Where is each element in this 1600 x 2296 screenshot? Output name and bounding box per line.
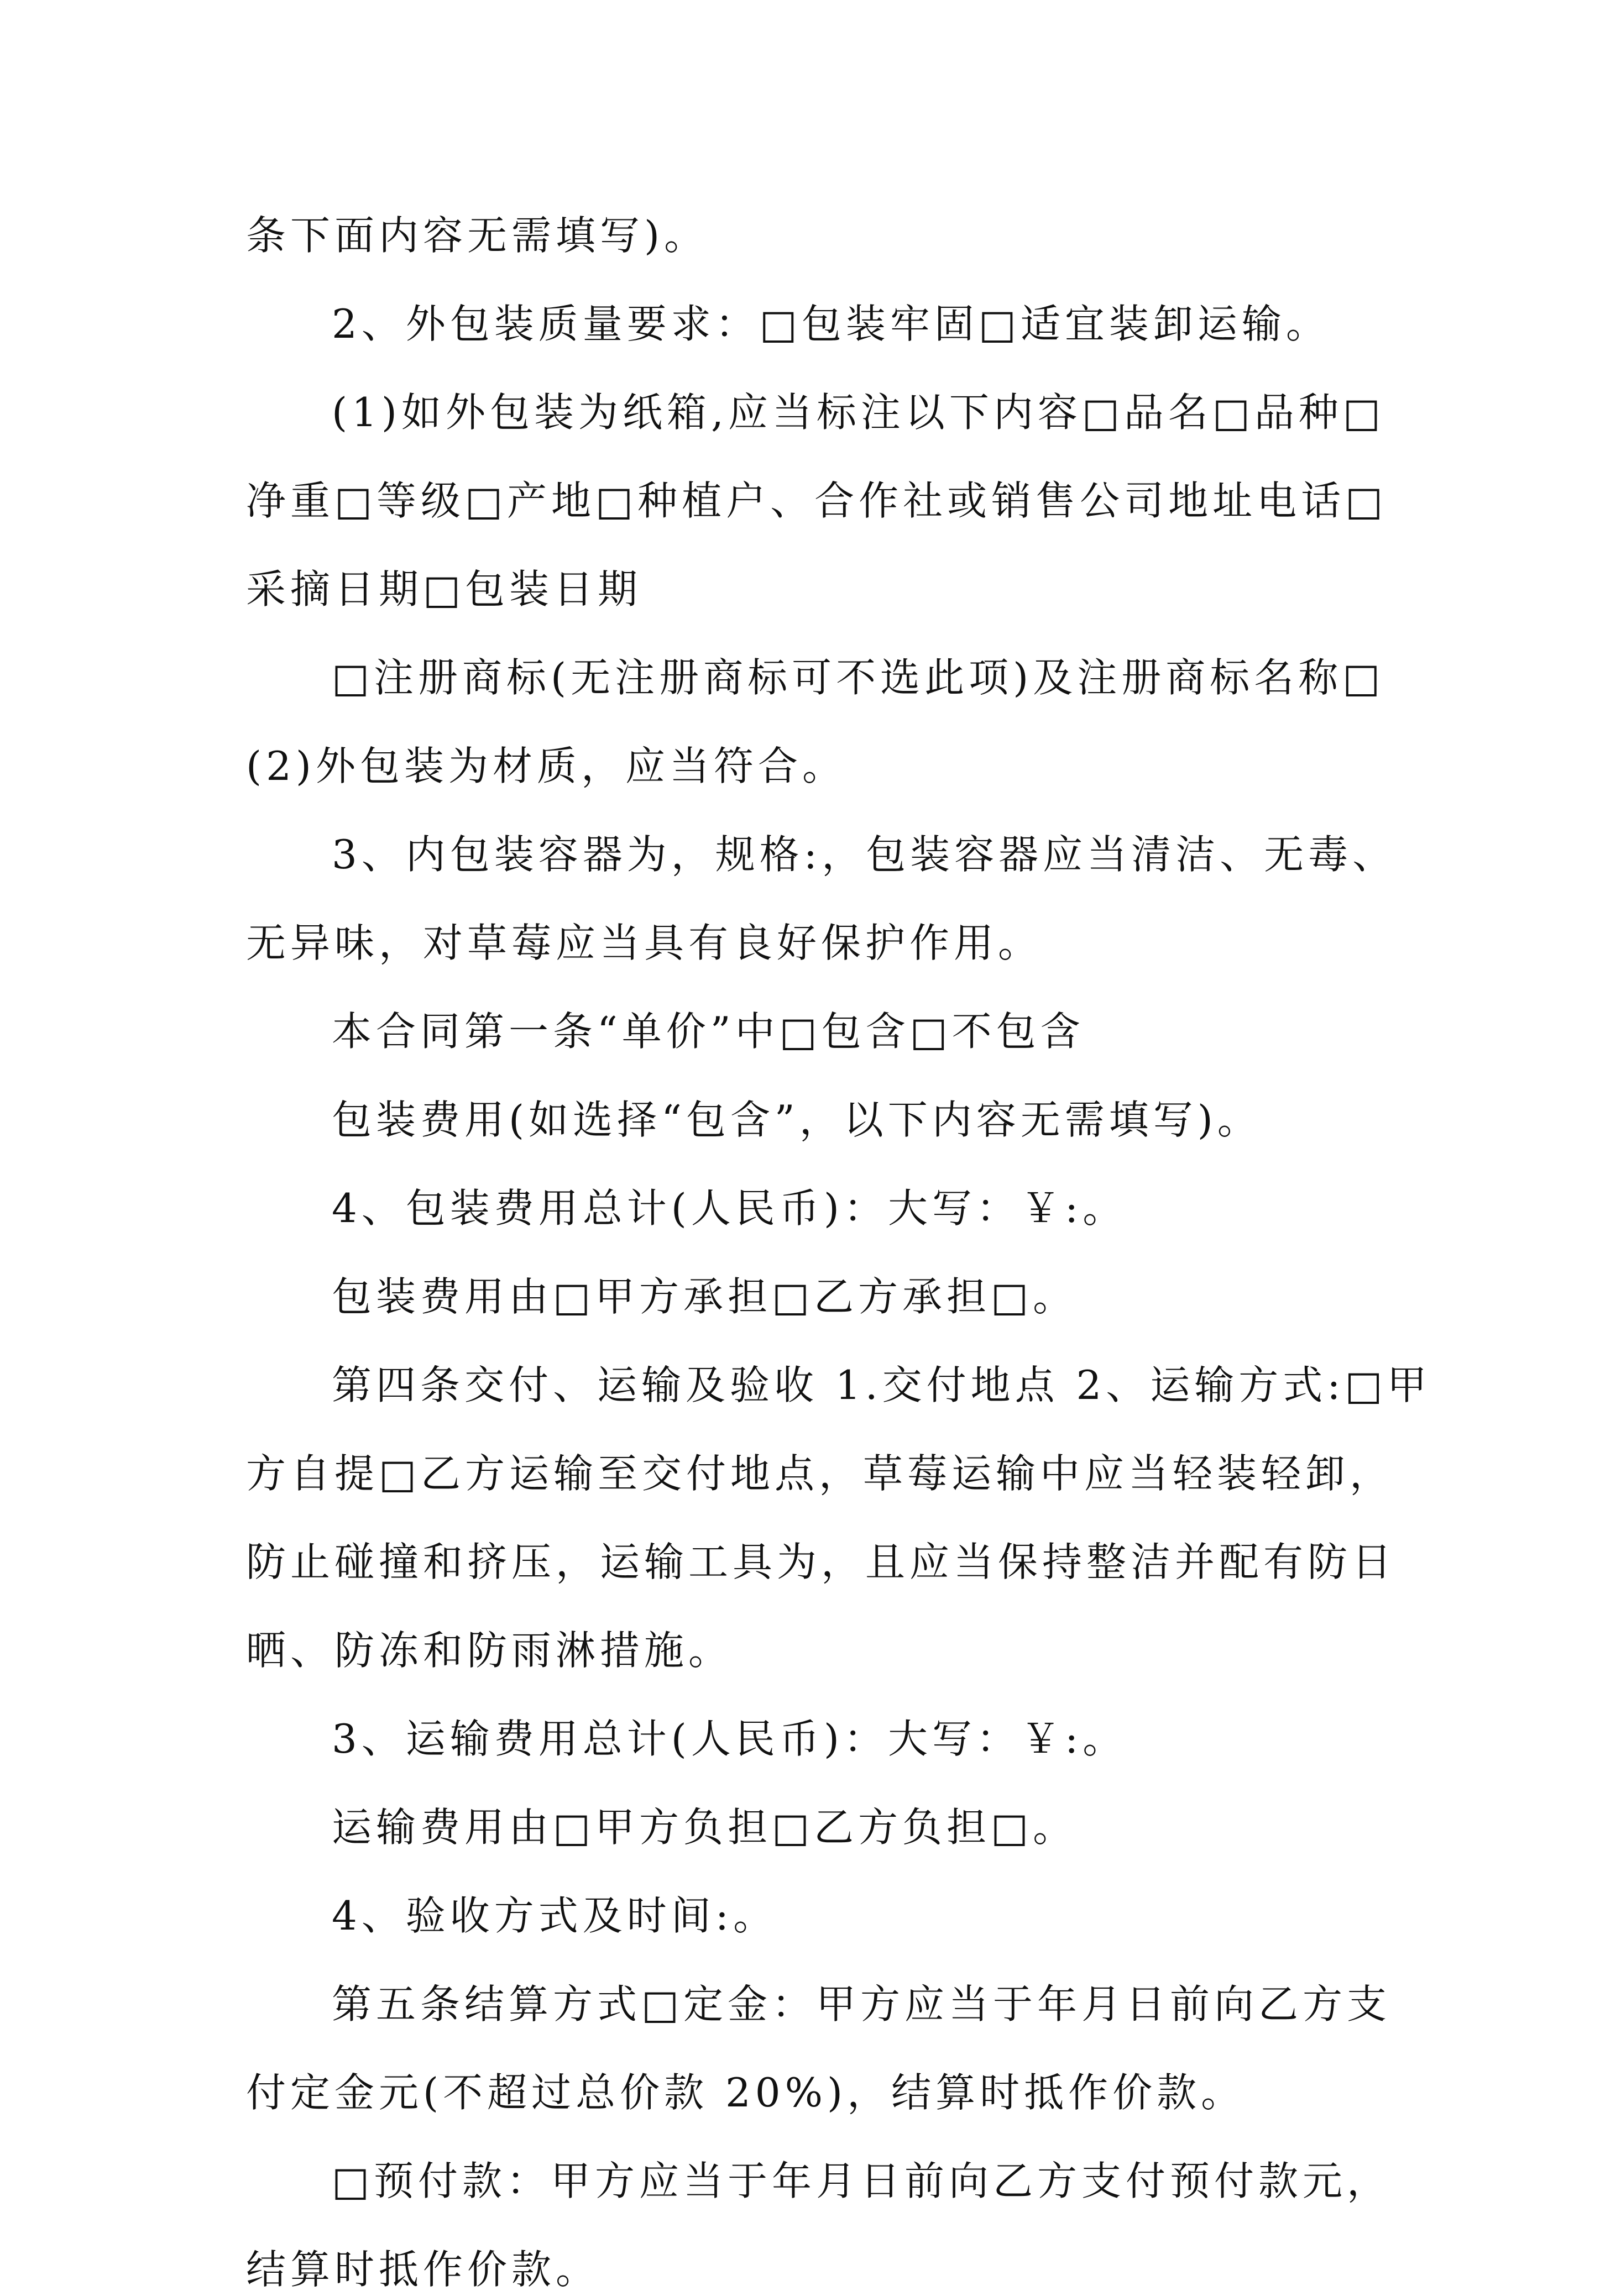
text-line-5: 采摘日期□包装日期 — [246, 566, 642, 612]
text-line-6: □注册商标(无注册商标可不选此项)及注册商标名称□ — [332, 654, 1385, 701]
text-line-13: 包装费用由□甲方承担□乙方承担□。 — [332, 1273, 1078, 1320]
text-line-22: 付定金元(不超过总价款 20%)，结算时抵作价款。 — [246, 2069, 1246, 2116]
text-line-10: 本合同第一条“单价”中□包含□不包含 — [332, 1008, 1085, 1055]
text-line-24: 结算时抵作价款。 — [246, 2246, 600, 2293]
text-line-2: 2、外包装质量要求：□包装牢固□适宜装卸运输。 — [332, 301, 1330, 347]
text-line-20: 4、验收方式及时间:。 — [332, 1893, 778, 1939]
text-line-9: 无异味，对草莓应当具有良好保护作用。 — [246, 920, 1043, 966]
text-line-8: 3、内包装容器为，规格:，包装容器应当清洁、无毒、 — [332, 831, 1397, 878]
text-line-7: (2)外包装为材质，应当符合。 — [246, 743, 846, 789]
text-line-12: 4、包装费用总计(人民币)：大写：￥:。 — [332, 1185, 1127, 1231]
text-line-3: (1)如外包装为纸箱,应当标注以下内容□品名□品种□ — [332, 389, 1385, 436]
text-line-16: 防止碰撞和挤压，运输工具为，且应当保持整洁并配有防日 — [246, 1539, 1397, 1585]
text-line-17: 晒、防冻和防雨淋措施。 — [246, 1627, 733, 1674]
text-line-15: 方自提□乙方运输至交付地点，草莓运输中应当轻装轻卸， — [246, 1450, 1394, 1497]
text-line-23: □预付款：甲方应当于年月日前向乙方支付预付款元， — [332, 2158, 1392, 2204]
text-line-14: 第四条交付、运输及验收 1.交付地点 2、运输方式:□甲 — [332, 1362, 1431, 1408]
text-line-4: 净重□等级□产地□种植户、合作社或销售公司地址电话□ — [246, 478, 1388, 524]
text-line-11: 包装费用(如选择“包含”，以下内容无需填写)。 — [332, 1097, 1262, 1143]
text-line-21: 第五条结算方式□定金：甲方应当于年月日前向乙方支 — [332, 1981, 1392, 2027]
text-line-1: 条下面内容无需填写)。 — [246, 212, 709, 259]
text-line-18: 3、运输费用总计(人民币)：大写：￥:。 — [332, 1716, 1127, 1762]
text-line-19: 运输费用由□甲方负担□乙方负担□。 — [332, 1804, 1078, 1851]
